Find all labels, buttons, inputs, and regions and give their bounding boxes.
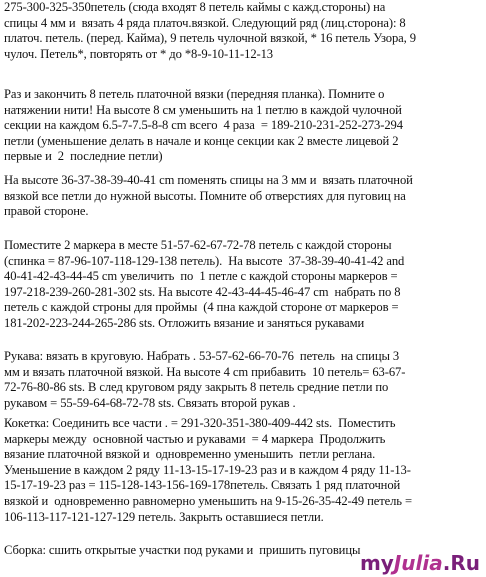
paragraph-markers: [4, 238, 484, 332]
text-line: маркеры между основной частью и рукавами = 4 маркера Продолжить: [4, 431, 386, 446]
text-line: Поместите 2 маркера в месте 51-57-62-67-72-78 петель с каждой стороны: [4, 238, 392, 252]
text-line: чулоч. Петель*, повторять от * до *8-9-10-11-12-13: [4, 46, 273, 61]
watermark-part: my: [359, 551, 394, 575]
text-line: На высоте 36-37-38-39-40-41 cm поменять спицы на 3 мм и вязать платочной: [4, 173, 413, 187]
text-line: вязкой все петли до нужной высоты. Помните об отверстиях для пуговиц на: [4, 188, 406, 203]
text-line: вязкой и одновременно равномерно уменьшить на 9-15-26-35-42-49 петель =: [4, 493, 412, 508]
text-line: платоч. петель. (перед. Кайма), 9 петель чулочной вязкой, * 16 петель Узора, 9: [4, 31, 416, 46]
text-line: Раз и закончить 8 петель платочной вязки (передняя планка). Помните о: [4, 87, 385, 101]
text-line: секции на каждом 6.5-7-7.5-8-8 cm всего 4 раза = 189-210-231-252-273-294: [4, 118, 403, 133]
text-line: (спинка = 87-96-107-118-129-138 петель). На высоте 37-38-39-40-41-42 and: [4, 253, 405, 268]
text-line: петли (уменьшение делать в начале и конце секции как 2 вместе лицевой 2: [4, 133, 399, 148]
paragraph-sleeves: [4, 349, 484, 411]
paragraph-yoke: [4, 416, 484, 525]
text-line: 275-300-325-350петель (сюда входят 8 петель каймы с кажд.стороны) на: [4, 0, 386, 14]
text-line: 106-113-117-121-127-129 петель. Закрыть оставшиеся петли.: [4, 509, 324, 524]
paragraph-decreases: [4, 87, 484, 165]
text-line: петель с каждой строны для проймы (4 пна каждой стороне от маркеров =: [4, 300, 399, 315]
text-line: 15-17-19-23 раз = 115-128-143-156-169-178петель. Связать 1 ряд платочной: [4, 478, 401, 493]
text-line: вязание платочной вязкой и одновременно уменьшить петли реглана.: [4, 447, 376, 462]
text-line: 181-202-223-244-265-286 sts. Отложить вязание и заняться рукавами: [4, 315, 365, 330]
paragraph-cast-on: [4, 0, 484, 62]
text-line: 197-218-239-260-281-302 sts. На высоте 42-43-44-45-46-47 cm набрать по 8: [4, 284, 401, 299]
text-line: спицы 4 мм и вязать 4 ряда платоч.вязкой. Следующий ряд (лиц.сторона): 8: [4, 15, 406, 30]
paragraph-needle-change: [4, 173, 484, 220]
text-line: Уменьшение в каждом 2 ряду 11-13-15-17-19-23 раз и в каждом 4 ряду 11-13-: [4, 462, 411, 477]
text-line: 40-41-42-43-44-45 cm увеличить по 1 петле с каждой стороны маркеров =: [4, 269, 398, 284]
watermark-part: .Ru: [442, 551, 480, 575]
text-line: Кокетка: Соединить все части . = 291-320-351-380-409-442 sts. Поместить: [4, 416, 396, 430]
text-line: первые и 2 последние петли): [4, 149, 163, 164]
text-line: Сборка: сшить открытые участки под руками и пришить пуговицы: [4, 543, 361, 557]
text-line: мм и вязать платочной вязкой. На высоте 4 cm прибавить 10 петель= 63-67-: [4, 364, 406, 379]
text-line: Рукава: вязать в круговую. Набрать . 53-57-62-66-70-76 петель на спицы 3: [4, 349, 400, 363]
site-watermark-logo: [360, 552, 480, 574]
text-line: натяжении нити! На высоте 8 см уменьшить на 1 петлю в каждой чулочной: [4, 102, 402, 117]
text-line: рукавом = 55-59-64-68-72-78 sts. Связать второй рукав .: [4, 395, 296, 410]
watermark-part: Julia: [393, 551, 443, 575]
text-line: правой стороне.: [4, 204, 89, 219]
text-line: 72-76-80-86 sts. В след круговом ряду закрыть 8 петель средние петли по: [4, 380, 389, 395]
